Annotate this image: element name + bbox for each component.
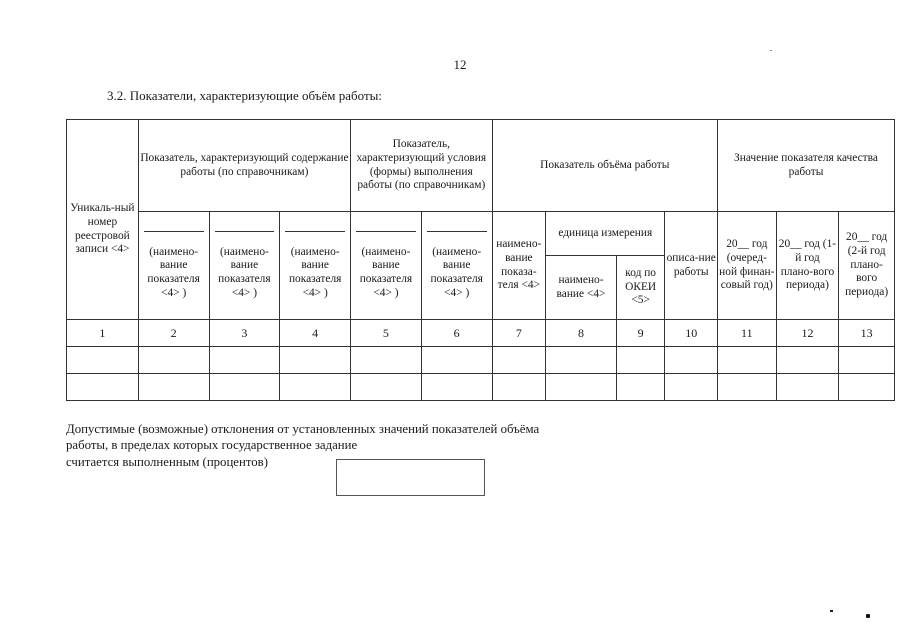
header-unit-okei-code: код по ОКЕИ <5> <box>616 256 665 320</box>
header-unit-name: наимено-вание <4> <box>546 256 617 320</box>
header-subindicator-2: (наимено-вание показателя <4> ) <box>138 212 209 320</box>
deviation-text-line-3: считается выполненным (процентов) <box>66 454 268 469</box>
column-number: 2 <box>138 320 209 347</box>
header-quality-value: Значение показателя качества работы <box>717 120 894 212</box>
table-cell <box>280 374 351 401</box>
column-number: 12 <box>776 320 839 347</box>
header-volume-indicator: Показатель объёма работы <box>492 120 717 212</box>
column-number: 4 <box>280 320 351 347</box>
column-number: 5 <box>351 320 422 347</box>
scan-speck <box>830 610 833 612</box>
table-cell <box>138 374 209 401</box>
header-volume-name: наимено-вание показа-теля <4> <box>492 212 546 320</box>
header-conditions-indicator: Показатель, характеризующий условия (формы) выполнения работы (по справочникам) <box>351 120 493 212</box>
work-volume-table <box>66 119 895 401</box>
column-number: 3 <box>209 320 280 347</box>
deviation-text-line-1: Допустимые (возможные) отклонения от установленных значений показателей объёма <box>66 422 540 436</box>
table-cell <box>209 347 280 374</box>
column-number: 6 <box>421 320 492 347</box>
table-cell <box>492 347 546 374</box>
table-cell <box>492 374 546 401</box>
table-cell <box>616 347 665 374</box>
table-cell <box>421 374 492 401</box>
scan-speck <box>770 50 772 51</box>
table-cell <box>776 374 839 401</box>
deviation-percent-box[interactable] <box>336 459 485 496</box>
table-row <box>67 374 895 401</box>
table-cell <box>67 347 139 374</box>
column-number: 10 <box>665 320 718 347</box>
table-cell <box>665 347 718 374</box>
column-number: 9 <box>616 320 665 347</box>
column-number: 1 <box>67 320 139 347</box>
header-content-indicator: Показатель, характеризующий содержание работы (по справочникам) <box>138 120 350 212</box>
section-title: 3.2. Показатели, характеризующие объём работы: <box>107 88 382 103</box>
table-cell <box>546 374 617 401</box>
table-cell <box>717 347 776 374</box>
table-cell <box>839 347 895 374</box>
header-subindicator-3: (наимено-вание показателя <4> ) <box>209 212 280 320</box>
table-cell <box>665 374 718 401</box>
header-row-2 <box>67 212 895 256</box>
column-number: 8 <box>546 320 617 347</box>
table-cell <box>351 374 422 401</box>
header-work-description: описа-ние работы <box>665 212 718 320</box>
table-cell <box>67 374 139 401</box>
header-subindicator-4: (наимено-вание показателя <4> ) <box>280 212 351 320</box>
column-number: 7 <box>492 320 546 347</box>
table-row <box>67 347 895 374</box>
table-cell <box>351 347 422 374</box>
table-cell <box>839 374 895 401</box>
column-number-row <box>67 320 895 347</box>
scan-speck <box>866 614 870 618</box>
deviation-text-line-2: работы, в пределах которых государственное задание <box>66 438 358 453</box>
table-cell <box>421 347 492 374</box>
table-cell <box>138 347 209 374</box>
header-row-1 <box>67 120 895 212</box>
header-unique-number: Уникаль-ный номер реестровой записи <4> <box>67 120 139 320</box>
header-year-plan-2: 20__ год (2-й год плано-вого периода) <box>839 212 895 320</box>
table-cell <box>546 347 617 374</box>
table-cell <box>280 347 351 374</box>
page-number: 12 <box>453 57 467 72</box>
column-number: 13 <box>839 320 895 347</box>
table-cell <box>776 347 839 374</box>
table-cell <box>717 374 776 401</box>
table-cell <box>616 374 665 401</box>
header-subindicator-6: (наимено-вание показателя <4> ) <box>421 212 492 320</box>
table-cell <box>209 374 280 401</box>
header-unit-of-measure: единица измерения <box>546 212 665 256</box>
header-year-current: 20__ год (очеред-ной финан-совый год) <box>717 212 776 320</box>
header-year-plan-1: 20__ год (1-й год плано-вого периода) <box>776 212 839 320</box>
header-subindicator-5: (наимено-вание показателя <4> ) <box>351 212 422 320</box>
column-number: 11 <box>717 320 776 347</box>
